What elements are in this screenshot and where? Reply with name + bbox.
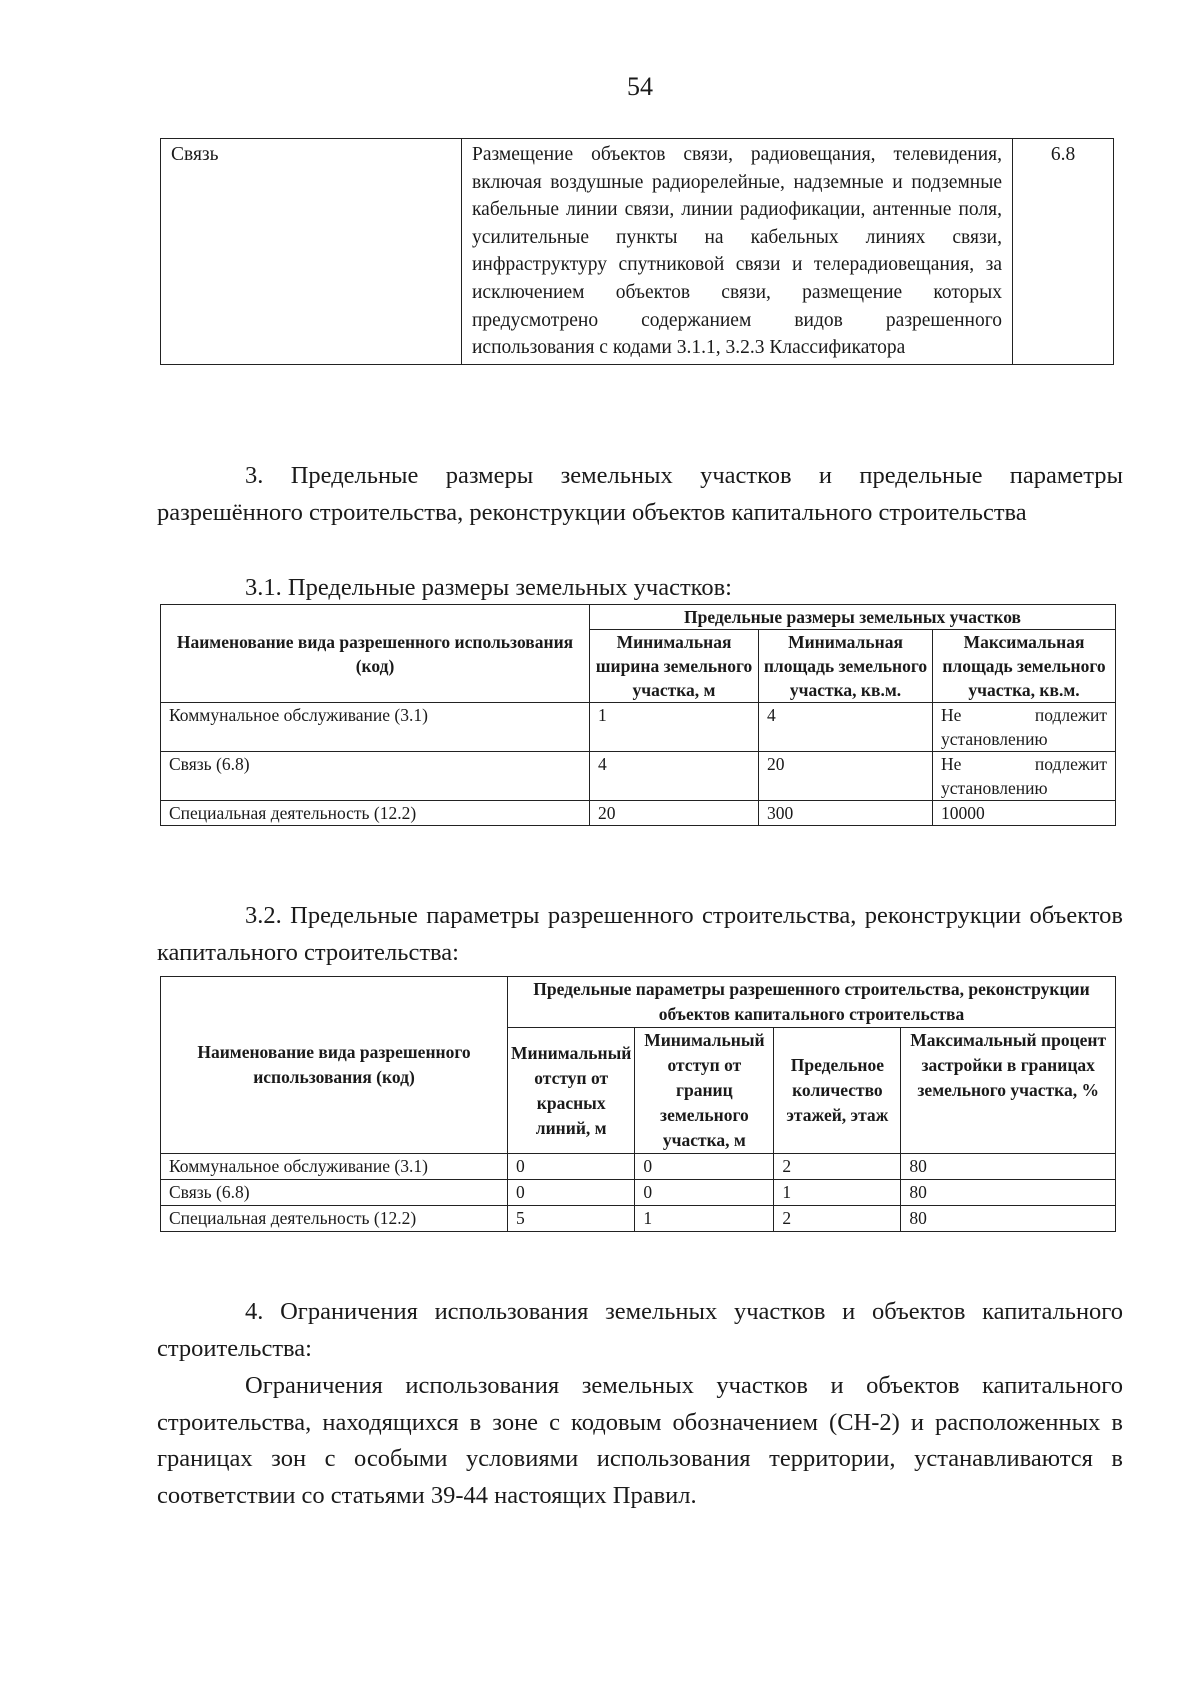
use-code-cell: 6.8 [1013, 139, 1114, 365]
table-row [161, 752, 1116, 801]
cell-percent: 80 [901, 1154, 1116, 1180]
cell-floors: 1 [774, 1180, 901, 1206]
table-row [161, 703, 1116, 752]
cell-name: Коммунальное обслуживание (3.1) [161, 703, 590, 752]
cell-min-width: 4 [590, 752, 759, 801]
cell-percent: 80 [901, 1206, 1116, 1232]
column-header-name: Наименование вида разрешенного использования (код) [161, 605, 590, 703]
section-4-heading: 4. Ограничения использования земельных участков и объектов капитального строительства: [157, 1298, 1123, 1362]
cell-name: Связь (6.8) [161, 752, 590, 801]
page-number: 54 [627, 72, 653, 101]
section-3-2-heading: 3.2. Предельные параметры разрешенного строительства, реконструкции объектов капитального строительства: [157, 902, 1123, 966]
cell-border: 0 [635, 1154, 774, 1180]
table-row [161, 1154, 1116, 1180]
cell-min-area: 300 [759, 801, 933, 826]
section-3-heading: 3. Предельные размеры земельных участков и предельные параметры разрешённого строительства, реконструкции объектов капитального строительства [157, 462, 1123, 526]
column-header-min-width: Минимальная ширина земельного участка, м [590, 630, 759, 703]
cell-floors: 2 [774, 1206, 901, 1232]
column-group-header: Предельные размеры земельных участков [590, 605, 1116, 630]
table-row [161, 1206, 1116, 1232]
cell-min-width: 1 [590, 703, 759, 752]
cell-max-area: 10000 [933, 801, 1116, 826]
section-3-1-heading: 3.1. Предельные размеры земельных участков: [245, 574, 732, 601]
cell-red-lines: 5 [508, 1206, 635, 1232]
section-4-body: Ограничения использования земельных участков и объектов капитального строительства, находящихся в зоне с кодовым обозначением (СН-2) и расположенных в границах зон с особыми условиями использования территории, устанавливаются в соответствии со статьями 39-44 настоящих Правил. [157, 1372, 1123, 1509]
cell-border: 0 [635, 1180, 774, 1206]
cell-percent: 80 [901, 1180, 1116, 1206]
column-header-border: Минимальный отступ от границ земельного участка, м [635, 1028, 774, 1154]
table-row [161, 139, 1114, 365]
use-name-cell: Связь [161, 139, 462, 365]
cell-name: Связь (6.8) [161, 1180, 508, 1206]
cell-floors: 2 [774, 1154, 901, 1180]
cell-name: Специальная деятельность (12.2) [161, 1206, 508, 1232]
svyaz-table [160, 138, 1114, 365]
column-header-percent: Максимальный процент застройки в границах земельного участка, % [901, 1028, 1116, 1154]
cell-min-area: 20 [759, 752, 933, 801]
cell-min-area: 4 [759, 703, 933, 752]
plot-sizes-table [160, 604, 1116, 826]
cell-name: Специальная деятельность (12.2) [161, 801, 590, 826]
building-params-table [160, 976, 1116, 1232]
column-header-name: Наименование вида разрешенного использования (код) [161, 977, 508, 1154]
column-header-max-area: Максимальная площадь земельного участка, кв.м. [933, 630, 1116, 703]
cell-name: Коммунальное обслуживание (3.1) [161, 1154, 508, 1180]
use-description-cell: Размещение объектов связи, радиовещания, телевидения, включая воздушные радиорелейные, надземные и подземные кабельные линии связи, линии радиофикации, антенные поля, усилительные пункты на кабельных линиях связи, инфраструктуру спутниковой связи и телерадиовещания, за исключением объектов связи, размещение которых предусмотрено содержанием видов разрешенного использования с кодами 3.1.1, 3.2.3 Классификатора [462, 139, 1013, 365]
cell-max-area: Не подлежит установлению [933, 703, 1116, 752]
cell-red-lines: 0 [508, 1154, 635, 1180]
table-row [161, 1180, 1116, 1206]
cell-min-width: 20 [590, 801, 759, 826]
table-header-row [161, 977, 1116, 1028]
column-header-min-area: Минимальная площадь земельного участка, кв.м. [759, 630, 933, 703]
column-header-floors: Предельное количество этажей, этаж [774, 1028, 901, 1154]
column-header-red-lines: Минимальный отступ от красных линий, м [508, 1028, 635, 1154]
table-row [161, 801, 1116, 826]
cell-red-lines: 0 [508, 1180, 635, 1206]
column-group-header: Предельные параметры разрешенного строительства, реконструкции объектов капитального строительства [508, 977, 1116, 1028]
cell-max-area: Не подлежит установлению [933, 752, 1116, 801]
table-header-row [161, 605, 1116, 630]
cell-border: 1 [635, 1206, 774, 1232]
